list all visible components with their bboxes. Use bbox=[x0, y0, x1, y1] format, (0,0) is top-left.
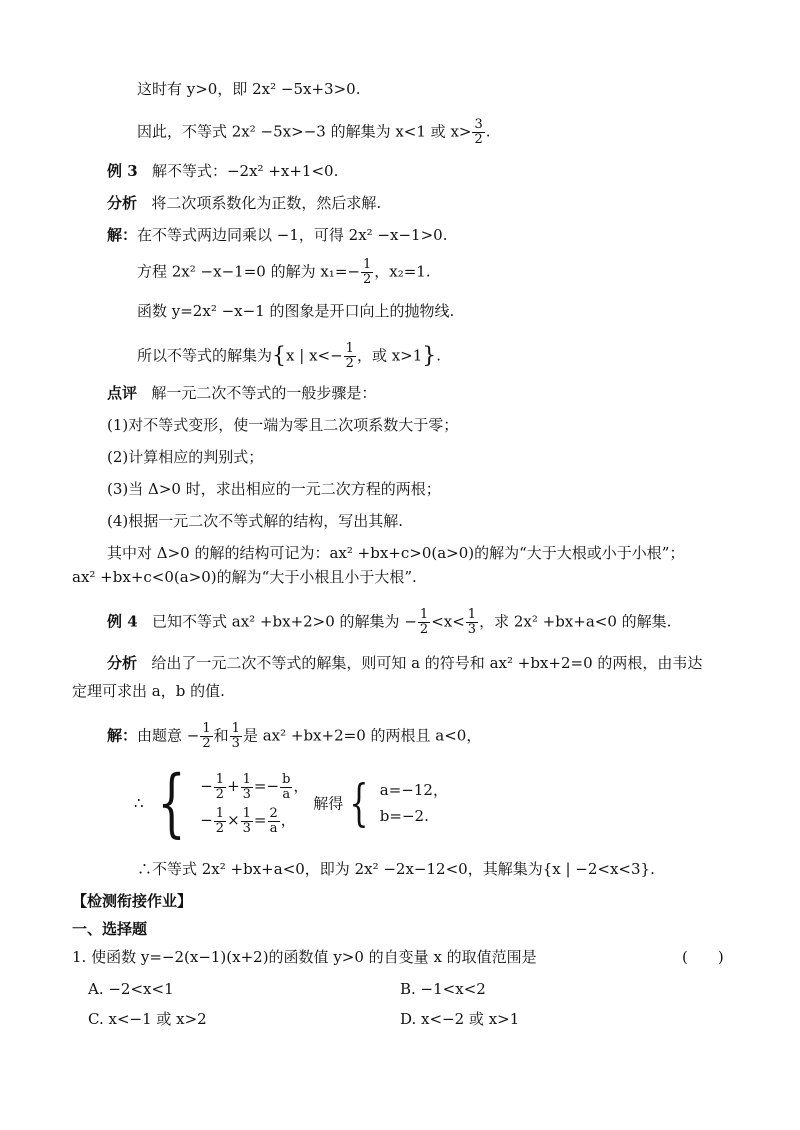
equation-system bbox=[134, 760, 448, 846]
analysis-label: 分析 bbox=[107, 654, 138, 672]
example-label: 例 3 bbox=[107, 162, 138, 180]
homework-title: 【检测衔接作业】 bbox=[72, 892, 193, 910]
fraction: $\frac{1}{2}$ bbox=[345, 341, 354, 371]
system-equations bbox=[200, 769, 308, 837]
line-13: ax² +bx+c<0(a>0)的解为“大于小根且小于大根”. bbox=[72, 568, 417, 586]
result-values: a=−12， b=−2. bbox=[379, 781, 448, 825]
therefore-symbol: ∴ bbox=[134, 794, 144, 812]
fraction: $\frac{1}{2}$ bbox=[362, 257, 372, 287]
example-label: 例 4 bbox=[107, 612, 138, 631]
step-4: (4)根据一元二次不等式解的结构，写出其解. bbox=[107, 512, 404, 530]
line-7: 所以不等式的解集为{x | x<− $\frac{1}{2}$ ，或 x>1}. bbox=[137, 341, 442, 371]
result-brace: { bbox=[349, 774, 369, 832]
review-label: 点评 bbox=[107, 384, 138, 402]
step-1: (1)对不等式变形，使一端为零且二次项系数大于零； bbox=[107, 416, 459, 434]
equation-1: − $\frac{1}{2}$ + $\frac{1}{3}$ =− $\frac{b}{a}$ ， bbox=[200, 771, 309, 802]
line-1: 这时有 y>0，即 2x² −5x+3>0. bbox=[137, 80, 361, 98]
solve-word: 解得 bbox=[313, 794, 344, 813]
analysis-2-cont: 定理可求出 a，b 的值. bbox=[72, 682, 225, 700]
line-2: 因此，不等式 2x² −5x>−3 的解集为 x<1 或 x> $\frac{3}{2}$ . bbox=[137, 117, 491, 147]
analysis-1: 分析 将二次项系数化为正数，然后求解. bbox=[107, 194, 382, 212]
analysis-2: 分析 给出了一元二次不等式的解集，则可知 a 的符号和 ax² +bx+2=0 的两根，由韦达 bbox=[107, 654, 703, 672]
final-line: ∴不等式 2x² +bx+a<0，即为 2x² −2x−12<0，其解集为{x | −2<x<3}. bbox=[137, 860, 655, 878]
equation-2: − $\frac{1}{2}$ × $\frac{1}{3}$ = $\frac{2}{a}$ ， bbox=[200, 805, 296, 836]
example-4: 例 4 已知不等式 ax² +bx+2>0 的解集为 − $\frac{1}{2}$ <x< $\frac{1}{3}$ ，求 2x² +bx+a<0 的解集. bbox=[107, 607, 672, 637]
option-d[interactable]: D. x<−2 或 x>1 bbox=[400, 1010, 520, 1028]
line-6: 函数 y=2x² −x−1 的图象是开口向上的抛物线. bbox=[137, 302, 455, 320]
option-b[interactable]: B. −1<x<2 bbox=[400, 980, 486, 998]
review: 点评 解一元二次不等式的一般步骤是： bbox=[107, 384, 377, 402]
question-1: 1. 使函数 y=−2(x−1)(x+2)的函数值 y>0 的自变量 x 的取值范围是 bbox=[72, 948, 537, 966]
option-c[interactable]: C. x<−1 或 x>2 bbox=[88, 1010, 207, 1028]
solution-label: 解： bbox=[107, 226, 138, 244]
solution-1: 解：在不等式两边同乘以 −1，可得 2x² −x−1>0. bbox=[107, 226, 448, 244]
fraction: $\frac{1}{2}$ bbox=[419, 607, 429, 637]
fraction: $\frac{3}{2}$ bbox=[474, 117, 483, 147]
line-5: 方程 2x² −x−1=0 的解为 x₁=− $\frac{1}{2}$ ，x₂=1. bbox=[137, 257, 431, 287]
fraction: $\frac{1}{3}$ bbox=[231, 721, 240, 751]
fraction: $\frac{1}{3}$ bbox=[467, 607, 477, 637]
fraction: $\frac{1}{2}$ bbox=[202, 721, 211, 751]
step-2: (2)计算相应的判别式； bbox=[107, 448, 264, 466]
example-3: 例 3 解不等式：−2x² +x+1<0. bbox=[107, 162, 339, 180]
answer-paren: ( ) bbox=[682, 948, 724, 966]
step-3: (3)当 Δ>0 时，求出相应的一元二次方程的两根； bbox=[107, 480, 441, 498]
solution-label: 解： bbox=[107, 726, 138, 745]
option-a[interactable]: A. −2<x<1 bbox=[88, 980, 174, 998]
section-title: 一、选择题 bbox=[72, 920, 148, 938]
line-12: 其中对 Δ>0 的解的结构可记为：ax² +bx+c>0(a>0)的解为“大于大根或小于小根”； bbox=[107, 544, 685, 562]
analysis-label: 分析 bbox=[107, 194, 138, 212]
left-brace: { bbox=[157, 760, 187, 846]
solution-2: 解：由题意 − $\frac{1}{2}$ 和 $\frac{1}{3}$ 是 ax² +bx+2=0 的两根且 a<0， bbox=[107, 721, 482, 751]
